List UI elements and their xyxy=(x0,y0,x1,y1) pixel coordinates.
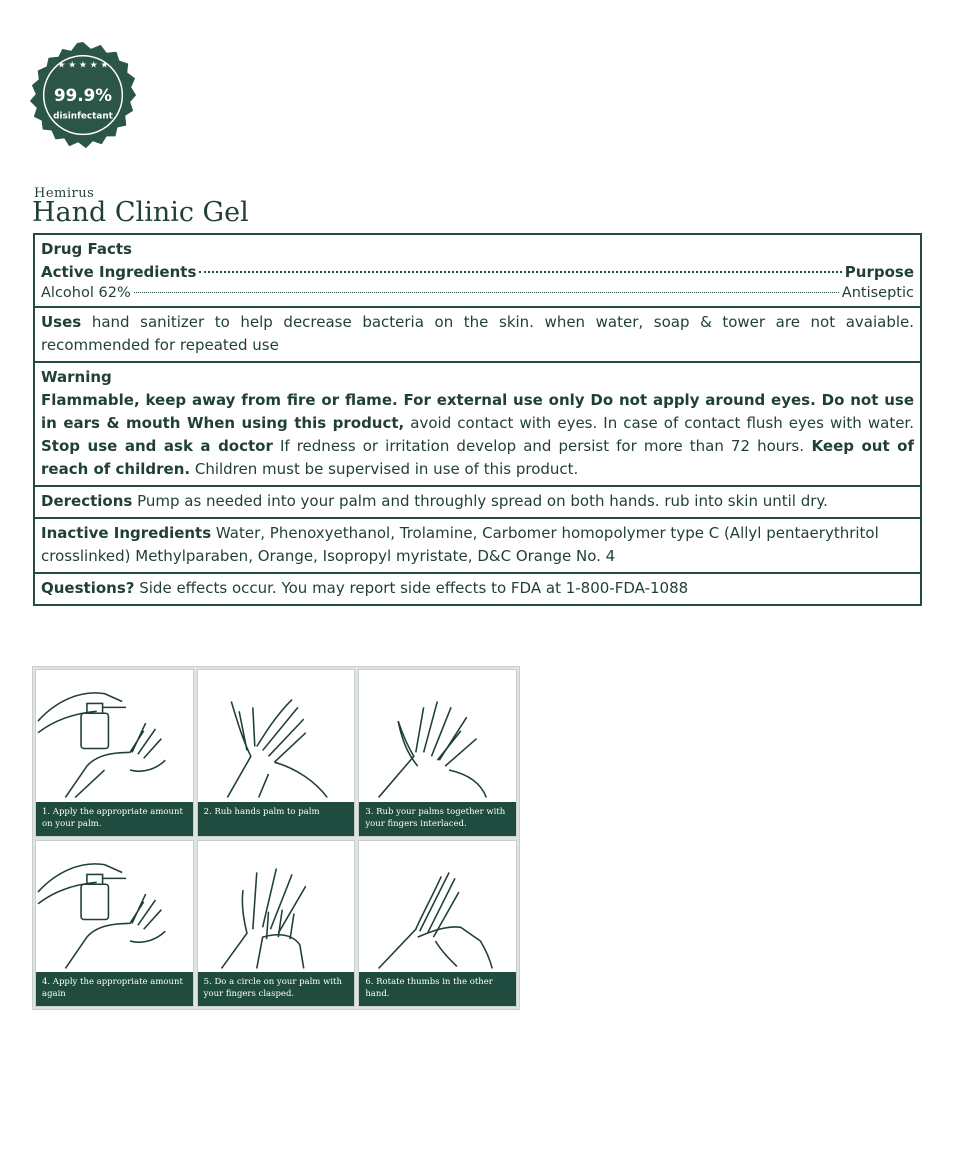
uses-section xyxy=(35,308,920,363)
step-card xyxy=(35,840,194,1008)
brand-name: Hemirus xyxy=(34,186,95,201)
step-card xyxy=(35,669,194,837)
circle-palm-icon xyxy=(198,841,355,973)
warning-bold-1: Flammable, keep away from fire or flame. For external use only Do not apply around eyes. Do not use in ears & mouth When using this product, xyxy=(41,391,914,432)
rotate-thumbs-icon xyxy=(359,841,516,973)
step-card xyxy=(358,669,517,837)
active-ingredients-label: Active Ingredients xyxy=(41,263,197,281)
step-caption: 4. Apply the appropriate amount again xyxy=(36,972,193,1006)
pump-dispense-again-icon xyxy=(36,841,193,973)
step-card xyxy=(197,840,356,1008)
warning-label: Warning xyxy=(41,368,112,386)
hand-wash-steps-grid xyxy=(32,666,520,1010)
step-caption: 6. Rotate thumbs in the other hand. xyxy=(359,972,516,1006)
step-caption: 3. Rub your palms together with your fingers interlaced. xyxy=(359,802,516,836)
warning-bold-3: Keep out of reach of children. xyxy=(41,437,914,478)
inactive-ingredients-section xyxy=(35,519,920,574)
active-ingredients-section xyxy=(35,235,920,308)
disinfectant-seal xyxy=(24,40,142,158)
uses-text: hand sanitizer to help decrease bacteria on the skin. when water, soap & tower are not avaiable. recommended for repeated use xyxy=(41,313,914,354)
rub-palms-icon xyxy=(198,670,355,802)
questions-label: Questions? xyxy=(41,579,135,597)
warning-text-2: If redness or irritation develop and persist for more than 72 hours. xyxy=(272,437,805,455)
inactive-ingredients-text: Water, Phenoxyethanol, Trolamine, Carbomer homopolymer type C (Allyl pentaerythritol crosslinked) Methylparaben, Orange, Isopropyl myristate, D&C Orange No. 4 xyxy=(41,524,879,565)
warning-bold-2: Stop use and ask a doctor xyxy=(41,437,273,455)
product-title: Hand Clinic Gel xyxy=(32,197,249,228)
step-caption: 1. Apply the appropriate amount on your palm. xyxy=(36,802,193,836)
step-caption: 5. Do a circle on your palm with your fingers clasped. xyxy=(198,972,355,1006)
seal-badge-icon xyxy=(24,40,142,158)
warning-text-1: avoid contact with eyes. In case of contact flush eyes with water. xyxy=(404,414,914,432)
uses-label: Uses xyxy=(41,313,82,331)
warning-section xyxy=(35,363,920,487)
drug-facts-heading: Drug Facts xyxy=(41,240,132,258)
step-caption: 2. Rub hands palm to palm xyxy=(198,802,355,836)
interlaced-fingers-icon xyxy=(359,670,516,802)
seal-percent: 99.9% xyxy=(54,84,112,105)
questions-section xyxy=(35,574,920,604)
directions-text: Pump as needed into your palm and throughly spread on both hands. rub into skin until dry. xyxy=(132,492,828,510)
step-card xyxy=(197,669,356,837)
step-card xyxy=(358,840,517,1008)
directions-label: Derections xyxy=(41,492,133,510)
questions-text: Side effects occur. You may report side effects to FDA at 1-800-FDA-1088 xyxy=(134,579,689,597)
inactive-ingredients-label: Inactive Ingredients xyxy=(41,524,212,542)
warning-text-3: Children must be supervised in use of this product. xyxy=(190,460,579,478)
purpose-label: Purpose xyxy=(844,263,914,281)
seal-label: disinfectant xyxy=(53,111,113,122)
ingredient-name: Alcohol 62% xyxy=(41,285,131,301)
svg-text:★ ★ ★ ★ ★: ★ ★ ★ ★ ★ xyxy=(57,60,109,71)
ingredient-purpose: Antiseptic xyxy=(841,285,914,301)
pump-dispense-icon xyxy=(36,670,193,802)
directions-section xyxy=(35,487,920,519)
drug-facts-panel xyxy=(33,233,922,606)
